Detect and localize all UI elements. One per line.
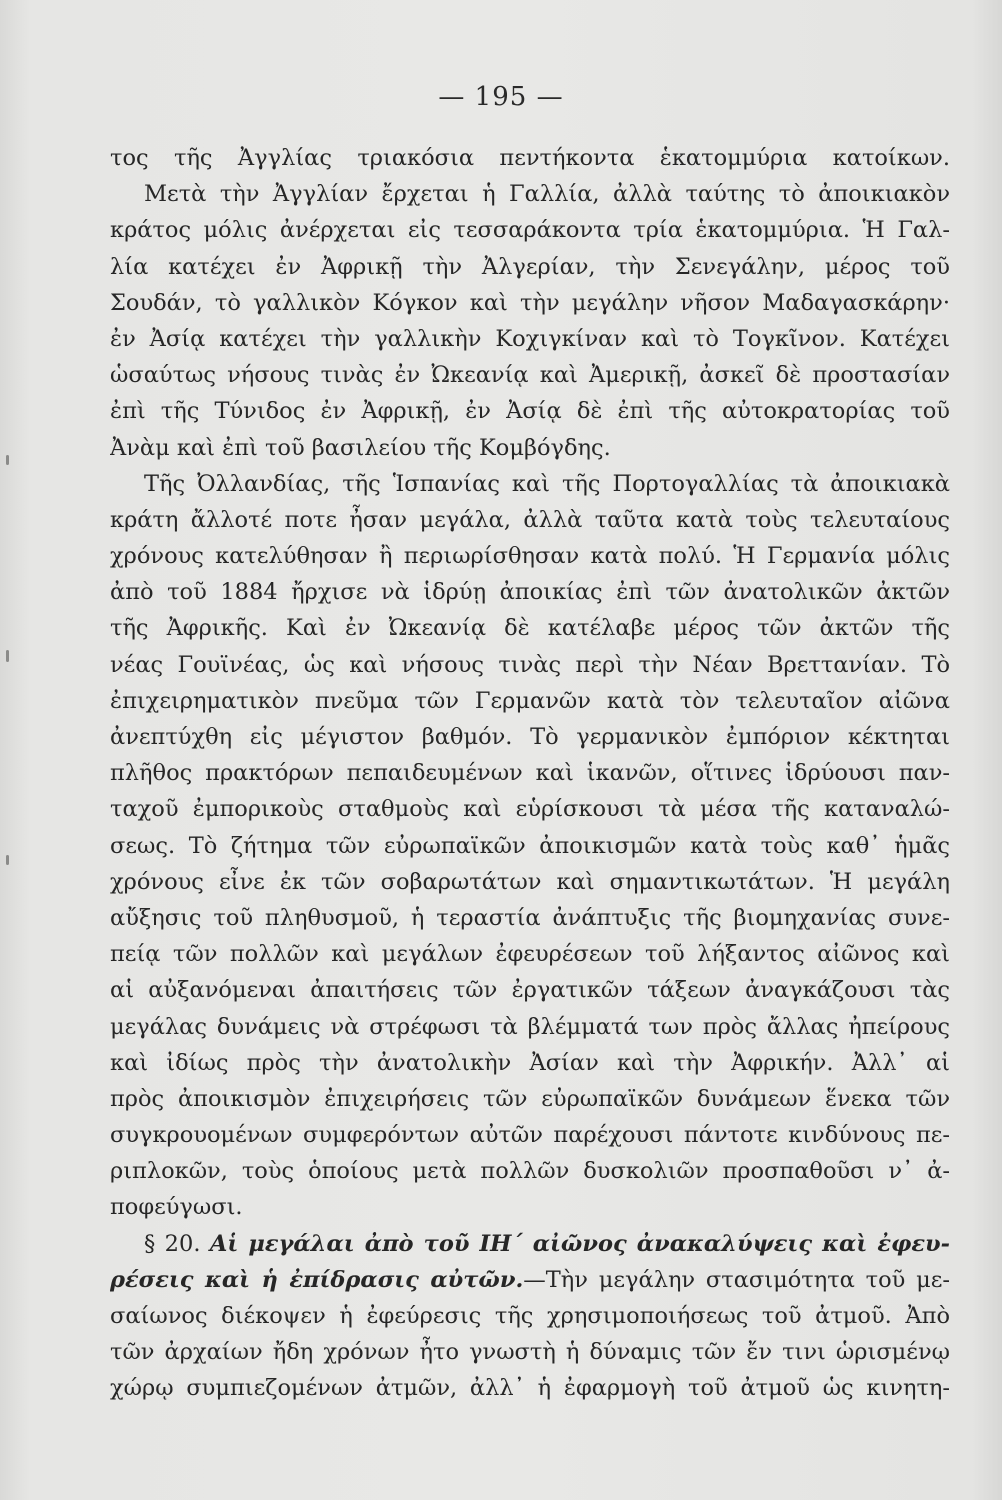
body-text: [110, 140, 950, 1407]
text-line: ἐν Ἀσίᾳ κατέχει τὴν γαλλικὴν Κοχιγκίναν καὶ τὸ Τογκῖνον. Κατέχει: [110, 325, 950, 352]
text-line: Ἀνὰμ καὶ ἐπὶ τοῦ βασιλείου τῆς Κομβόγδης.: [110, 434, 611, 461]
page-number: — 195 —: [438, 82, 564, 112]
text-line: αἱ αὐξανόμεναι ἀπαιτήσεις τῶν ἐργατικῶν τάξεων ἀναγκάζουσι τὰς: [110, 977, 950, 1004]
text-line: ὡσαύτως νήσους τινὰς ἐν Ὠκεανίᾳ καὶ Ἀμερικῇ, ἀσκεῖ δὲ προστασίαν: [110, 362, 950, 389]
text-line: ἀπὸ τοῦ 1884 ἤρχισε νὰ ἱδρύῃ ἀποικίας ἐπὶ τῶν ἀνατολικῶν ἀκτῶν: [110, 579, 950, 606]
page-edge-mark: [6, 455, 9, 465]
text-line: Τῆς Ὀλλανδίας, τῆς Ἱσπανίας καὶ τῆς Πορτογαλλίας τὰ ἀποικιακὰ: [144, 470, 950, 497]
text-line: λία κατέχει ἐν Ἀφρικῇ τὴν Ἀλγερίαν, τὴν Σενεγάλην, μέρος τοῦ: [110, 253, 950, 280]
text-line: ἐπὶ τῆς Τύνιδος ἐν Ἀφρικῇ, ἐν Ἀσίᾳ δὲ ἐπὶ τῆς αὐτοκρατορίας τοῦ: [110, 398, 950, 425]
text-line: Μετὰ τὴν Ἀγγλίαν ἔρχεται ἡ Γαλλία, ἀλλὰ ταύτης τὸ ἀποικιακὸν: [144, 181, 950, 208]
text-line: αὔξησις τοῦ πληθυσμοῦ, ἡ τεραστία ἀνάπτυξις τῆς βιομηχανίας συνε-: [110, 904, 950, 931]
section-title-part2: ρέσεις καὶ ἡ ἐπίδρασις αὐτῶν.: [110, 1266, 524, 1293]
text-line: συγκρουομένων συμφερόντων αὐτῶν παρέχουσι πάντοτε κινδύνους πε-: [110, 1122, 950, 1149]
text-line: ταχοῦ ἐμπορικοὺς σταθμοὺς καὶ εὑρίσκουσι τὰ μέσα τῆς καταναλώ-: [110, 796, 950, 823]
text-line: πείᾳ τῶν πολλῶν καὶ μεγάλων ἐφευρέσεων τοῦ λήξαντος αἰῶνος καὶ: [110, 941, 950, 968]
section-heading-line: [110, 1226, 950, 1262]
text-line: τος τῆς Ἀγγλίας τριακόσια πεντήκοντα ἑκατομμύρια κατοίκων.: [110, 145, 950, 171]
section-heading-line: [110, 1262, 950, 1298]
text-line: ἐπιχειρηματικὸν πνεῦμα τῶν Γερμανῶν κατὰ τὸν τελευταῖον αἰῶνα: [110, 687, 950, 714]
text-line: ριπλοκῶν, τοὺς ὁποίους μετὰ πολλῶν δυσκολιῶν προσπαθοῦσι ν᾽ ἀ-: [110, 1158, 950, 1185]
text-line: πλῆθος πρακτόρων πεπαιδευμένων καὶ ἱκανῶν, οἵτινες ἱδρύουσι παν-: [110, 760, 950, 787]
text-line: χώρῳ συμπιεζομένων ἀτμῶν, ἀλλ᾽ ἡ ἐφαρμογὴ τοῦ ἀτμοῦ ὡς κινητη-: [110, 1375, 950, 1402]
page-edge-mark: [6, 855, 9, 865]
text-line: χρόνους εἶνε ἐκ τῶν σοβαρωτάτων καὶ σημαντικωτάτων. Ἡ μεγάλη: [110, 868, 950, 895]
text-line: ποφεύγωσι.: [110, 1194, 243, 1221]
text-line: μεγάλας δυνάμεις νὰ στρέφωσι τὰ βλέμματά των πρὸς ἄλλας ἠπείρους: [110, 1013, 950, 1040]
text-line: καὶ ἰδίως πρὸς τὴν ἀνατολικὴν Ἀσίαν καὶ τὴν Ἀφρικήν. Ἀλλ᾽ αἱ: [110, 1049, 950, 1076]
text-line: κράτη ἄλλοτέ ποτε ἦσαν μεγάλα, ἀλλὰ ταῦτα κατὰ τοὺς τελευταίους: [110, 506, 950, 533]
section-number: § 20.: [144, 1230, 201, 1257]
page-edge-mark: [6, 650, 9, 662]
text-line: χρόνους κατελύθησαν ἢ περιωρίσθησαν κατὰ πολύ. Ἡ Γερμανία μόλις: [110, 543, 950, 570]
text-line: τῆς Ἀφρικῆς. Καὶ ἐν Ὠκεανίᾳ δὲ κατέλαβε μέρος τῶν ἀκτῶν τῆς: [110, 615, 950, 642]
section-text-start: —Τὴν μεγάλην στασιμότητα τοῦ με-: [523, 1266, 950, 1293]
text-line: κράτος μόλις ἀνέρχεται εἰς τεσσαράκοντα τρία ἑκατομμύρια. Ἡ Γαλ-: [110, 217, 950, 244]
text-line: σαίωνος διέκοψεν ἡ ἐφεύρεσις τῆς χρησιμοποιήσεως τοῦ ἀτμοῦ. Ἀπὸ: [110, 1303, 950, 1329]
text-line: Σουδάν, τὸ γαλλικὸν Κόγκον καὶ τὴν μεγάλην νῆσον Μαδαγασκάρην·: [110, 289, 950, 316]
text-line: πρὸς ἀποικισμὸν ἐπιχειρήσεις τῶν εὐρωπαϊκῶν δυνάμεων ἕνεκα τῶν: [110, 1085, 950, 1112]
text-line: ἀνεπτύχθη εἰς μέγιστον βαθμόν. Τὸ γερμανικὸν ἐμπόριον κέκτηται: [110, 724, 950, 750]
section-title-part1: Αἱ μεγάλαι ἀπὸ τοῦ ΙΗ΄ αἰῶνος ἀνακαλύψεις καὶ ἐφευ-: [209, 1230, 950, 1257]
text-line: σεως. Τὸ ζήτημα τῶν εὐρωπαϊκῶν ἀποικισμῶν κατὰ τοὺς καθ᾽ ἡμᾶς: [110, 832, 950, 859]
text-line: τῶν ἀρχαίων ἤδη χρόνων ἦτο γνωστὴ ἡ δύναμις τῶν ἔν τινι ὡρισμένῳ: [110, 1339, 950, 1366]
text-line: νέας Γουϊνέας, ὡς καὶ νήσους τινὰς περὶ τὴν Νέαν Βρεττανίαν. Τὸ: [110, 651, 950, 678]
